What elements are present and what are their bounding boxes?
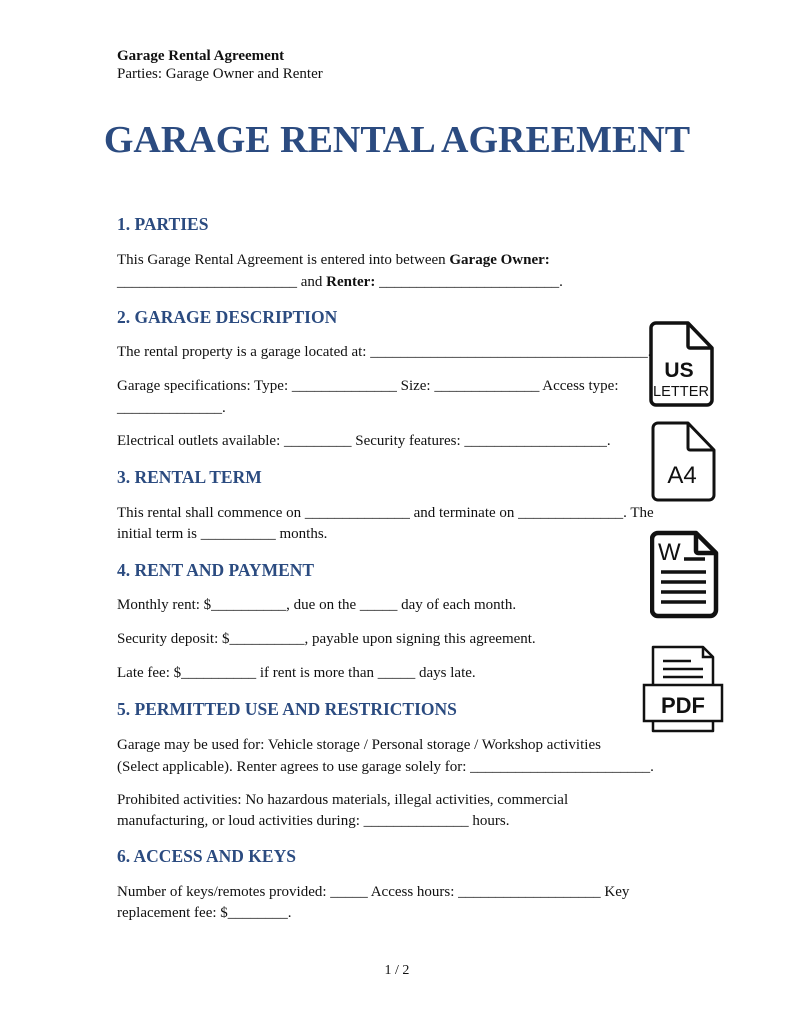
page-title: GARAGE RENTAL AGREEMENT bbox=[103, 119, 691, 161]
section-heading-rent-payment: 4. RENT AND PAYMENT bbox=[117, 560, 315, 580]
description-line: Garage specifications: Type: ______________ Size: ______________ Access type: bbox=[117, 378, 619, 394]
word-label: W bbox=[658, 539, 681, 566]
renter-label: Renter: bbox=[326, 274, 376, 290]
term-line: This rental shall commence on ______________ and terminate on ______________. The bbox=[117, 505, 654, 521]
term-line: initial term is __________ months. bbox=[117, 526, 328, 542]
page-number: 1 / 2 bbox=[384, 963, 410, 978]
use-line: manufacturing, or loud activities during: ______________ hours. bbox=[117, 813, 510, 829]
text: This Garage Rental Agreement is entered into between bbox=[117, 252, 450, 268]
use-line: Garage may be used for: Vehicle storage / Personal storage / Workshop activities bbox=[117, 737, 601, 753]
parties-line-1 bbox=[117, 250, 550, 270]
section-heading-parties: 1. PARTIES bbox=[117, 214, 209, 234]
us-label: US bbox=[664, 359, 694, 382]
a4-label: A4 bbox=[667, 462, 697, 489]
section-heading-garage-description: 2. GARAGE DESCRIPTION bbox=[117, 307, 338, 327]
payment-line: Security deposit: $__________, payable upon signing this agreement. bbox=[117, 631, 536, 647]
access-line: replacement fee: $________. bbox=[117, 905, 292, 921]
us-letter-icon[interactable] bbox=[648, 320, 716, 408]
letter-label: LETTER bbox=[653, 383, 710, 400]
header-subtitle: Parties: Garage Owner and Renter bbox=[117, 66, 323, 82]
renter-blank: ________________________. bbox=[375, 274, 563, 290]
section-heading-permitted-use: 5. PERMITTED USE AND RESTRICTIONS bbox=[117, 699, 457, 719]
access-line: Number of keys/remotes provided: _____ Access hours: ___________________ Key bbox=[117, 884, 630, 900]
parties-line-2 bbox=[117, 272, 563, 292]
description-line: The rental property is a garage located at: _____________________________________. bbox=[117, 344, 652, 360]
description-line: Electrical outlets available: _________ Security features: ___________________. bbox=[117, 433, 611, 449]
header-title: Garage Rental Agreement bbox=[117, 48, 285, 64]
word-document-icon[interactable] bbox=[650, 530, 720, 620]
payment-line: Late fee: $__________ if rent is more than _____ days late. bbox=[117, 665, 476, 681]
garage-owner-label: Garage Owner: bbox=[449, 252, 550, 268]
section-heading-rental-term: 3. RENTAL TERM bbox=[117, 467, 262, 487]
use-line: (Select applicable). Renter agrees to use garage solely for: ________________________. bbox=[117, 759, 654, 775]
owner-blank: ________________________ and bbox=[117, 274, 327, 290]
payment-line: Monthly rent: $__________, due on the _____ day of each month. bbox=[117, 597, 517, 613]
a4-icon[interactable] bbox=[650, 420, 718, 504]
use-line: Prohibited activities: No hazardous materials, illegal activities, commercial bbox=[117, 792, 569, 808]
pdf-icon[interactable] bbox=[641, 643, 725, 737]
description-line: ______________. bbox=[117, 400, 226, 416]
section-heading-access-keys: 6. ACCESS AND KEYS bbox=[117, 846, 296, 866]
pdf-label: PDF bbox=[661, 693, 705, 718]
